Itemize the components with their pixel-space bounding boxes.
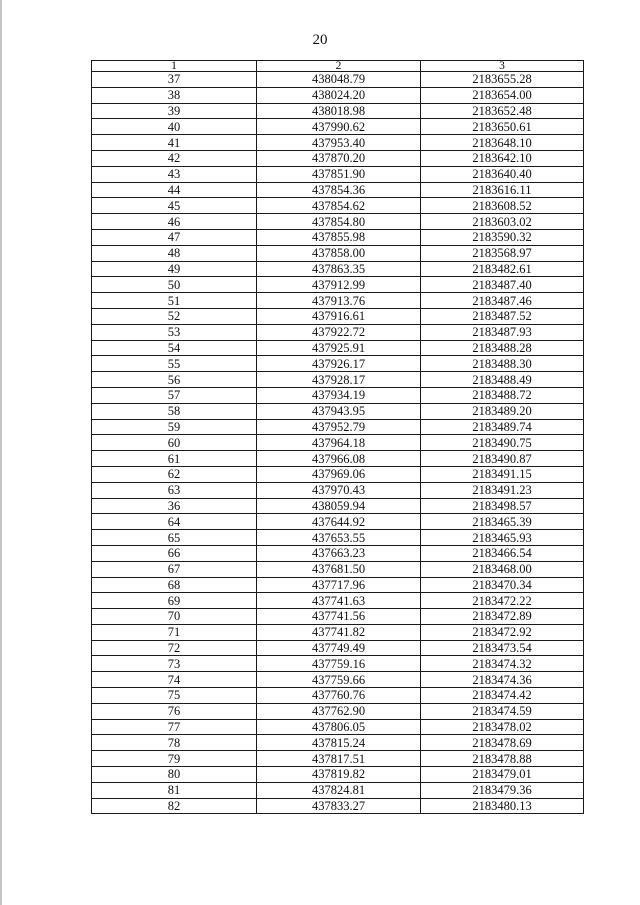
x-coordinate-cell: 437863.35 [257,261,421,277]
table-row [92,261,584,277]
y-coordinate-cell: 2183478.02 [421,719,584,735]
x-coordinate-cell: 437970.43 [257,482,421,498]
point-number-cell: 81 [92,782,257,798]
table-row [92,609,584,625]
point-number-cell: 52 [92,308,257,324]
table-row [92,719,584,735]
y-coordinate-cell: 2183474.42 [421,688,584,704]
y-coordinate-cell: 2183474.36 [421,672,584,688]
table-row [92,514,584,530]
y-coordinate-cell: 2183490.87 [421,451,584,467]
table-row [92,798,584,814]
table-row [92,545,584,561]
point-number-cell: 76 [92,703,257,719]
x-coordinate-cell: 437819.82 [257,767,421,783]
table-row [92,782,584,798]
table-row [92,466,584,482]
table-row [92,530,584,546]
table-row [92,245,584,261]
point-number-cell: 71 [92,624,257,640]
x-coordinate-cell: 437913.76 [257,293,421,309]
point-number-cell: 82 [92,798,257,814]
header-cell-2: 2 [257,61,421,72]
point-number-cell: 72 [92,640,257,656]
table-row [92,593,584,609]
point-number-cell: 74 [92,672,257,688]
x-coordinate-cell: 438048.79 [257,72,421,88]
table-row [92,150,584,166]
page-number: 20 [312,32,328,48]
x-coordinate-cell: 437759.16 [257,656,421,672]
x-coordinate-cell: 437653.55 [257,530,421,546]
point-number-cell: 44 [92,182,257,198]
x-coordinate-cell: 437854.36 [257,182,421,198]
y-coordinate-cell: 2183603.02 [421,214,584,230]
x-coordinate-cell: 438059.94 [257,498,421,514]
scan-edge-mark [0,0,2,905]
y-coordinate-cell: 2183478.69 [421,735,584,751]
x-coordinate-cell: 437990.62 [257,119,421,135]
table-row [92,703,584,719]
x-coordinate-cell: 437928.17 [257,372,421,388]
y-coordinate-cell: 2183466.54 [421,545,584,561]
x-coordinate-cell: 438024.20 [257,87,421,103]
table-row [92,387,584,403]
y-coordinate-cell: 2183487.46 [421,293,584,309]
y-coordinate-cell: 2183479.36 [421,782,584,798]
table-row [92,372,584,388]
table-row [92,735,584,751]
point-number-cell: 54 [92,340,257,356]
y-coordinate-cell: 2183465.39 [421,514,584,530]
y-coordinate-cell: 2183491.15 [421,466,584,482]
y-coordinate-cell: 2183488.72 [421,387,584,403]
table-row [92,135,584,151]
x-coordinate-cell: 437741.82 [257,624,421,640]
point-number-cell: 53 [92,324,257,340]
point-number-cell: 55 [92,356,257,372]
table-row [92,482,584,498]
y-coordinate-cell: 2183590.32 [421,229,584,245]
x-coordinate-cell: 437926.17 [257,356,421,372]
table-row [92,640,584,656]
x-coordinate-cell: 437749.49 [257,640,421,656]
x-coordinate-cell: 437854.62 [257,198,421,214]
point-number-cell: 75 [92,688,257,704]
x-coordinate-cell: 437870.20 [257,150,421,166]
x-coordinate-cell: 437855.98 [257,229,421,245]
y-coordinate-cell: 2183470.34 [421,577,584,593]
point-number-cell: 79 [92,751,257,767]
table-row [92,688,584,704]
y-coordinate-cell: 2183489.20 [421,403,584,419]
y-coordinate-cell: 2183473.54 [421,640,584,656]
table-row [92,103,584,119]
y-coordinate-cell: 2183479.01 [421,767,584,783]
point-number-cell: 77 [92,719,257,735]
point-number-cell: 60 [92,435,257,451]
point-number-cell: 65 [92,530,257,546]
table-row [92,498,584,514]
x-coordinate-cell: 437916.61 [257,308,421,324]
x-coordinate-cell: 437762.90 [257,703,421,719]
x-coordinate-cell: 437663.23 [257,545,421,561]
table-row [92,656,584,672]
table-row [92,340,584,356]
point-number-cell: 58 [92,403,257,419]
point-number-cell: 80 [92,767,257,783]
y-coordinate-cell: 2183650.61 [421,119,584,135]
header-row [92,61,584,72]
y-coordinate-cell: 2183472.92 [421,624,584,640]
point-number-cell: 78 [92,735,257,751]
point-number-cell: 59 [92,419,257,435]
header-cell-1: 1 [92,61,257,72]
y-coordinate-cell: 2183491.23 [421,482,584,498]
table-row [92,198,584,214]
table-row [92,356,584,372]
point-number-cell: 47 [92,229,257,245]
table-row [92,403,584,419]
x-coordinate-cell: 437925.91 [257,340,421,356]
x-coordinate-cell: 437858.00 [257,245,421,261]
point-number-cell: 66 [92,545,257,561]
x-coordinate-cell: 437741.56 [257,609,421,625]
x-coordinate-cell: 437644.92 [257,514,421,530]
x-coordinate-cell: 437741.63 [257,593,421,609]
y-coordinate-cell: 2183480.13 [421,798,584,814]
table-row [92,166,584,182]
y-coordinate-cell: 2183487.40 [421,277,584,293]
table-row [92,87,584,103]
x-coordinate-cell: 437815.24 [257,735,421,751]
table-row [92,324,584,340]
y-coordinate-cell: 2183498.57 [421,498,584,514]
y-coordinate-cell: 2183640.40 [421,166,584,182]
point-number-cell: 56 [92,372,257,388]
point-number-cell: 67 [92,561,257,577]
table-row [92,119,584,135]
x-coordinate-cell: 437934.19 [257,387,421,403]
y-coordinate-cell: 2183472.22 [421,593,584,609]
table-row [92,277,584,293]
x-coordinate-cell: 437717.96 [257,577,421,593]
x-coordinate-cell: 437681.50 [257,561,421,577]
y-coordinate-cell: 2183487.52 [421,308,584,324]
point-number-cell: 68 [92,577,257,593]
x-coordinate-cell: 437806.05 [257,719,421,735]
y-coordinate-cell: 2183465.93 [421,530,584,546]
table-row [92,293,584,309]
table-row [92,767,584,783]
point-number-cell: 62 [92,466,257,482]
y-coordinate-cell: 2183474.32 [421,656,584,672]
y-coordinate-cell: 2183616.11 [421,182,584,198]
x-coordinate-cell: 437760.76 [257,688,421,704]
point-number-cell: 51 [92,293,257,309]
table-row [92,624,584,640]
table-row [92,214,584,230]
point-number-cell: 48 [92,245,257,261]
y-coordinate-cell: 2183488.28 [421,340,584,356]
x-coordinate-cell: 437943.95 [257,403,421,419]
point-number-cell: 41 [92,135,257,151]
point-number-cell: 64 [92,514,257,530]
y-coordinate-cell: 2183488.30 [421,356,584,372]
y-coordinate-cell: 2183648.10 [421,135,584,151]
point-number-cell: 50 [92,277,257,293]
x-coordinate-cell: 437922.72 [257,324,421,340]
point-number-cell: 36 [92,498,257,514]
y-coordinate-cell: 2183652.48 [421,103,584,119]
x-coordinate-cell: 437824.81 [257,782,421,798]
point-number-cell: 49 [92,261,257,277]
point-number-cell: 42 [92,150,257,166]
table-header [92,61,584,72]
table-row [92,435,584,451]
table-row [92,561,584,577]
x-coordinate-cell: 438018.98 [257,103,421,119]
y-coordinate-cell: 2183482.61 [421,261,584,277]
x-coordinate-cell: 437964.18 [257,435,421,451]
point-number-cell: 69 [92,593,257,609]
y-coordinate-cell: 2183568.97 [421,245,584,261]
y-coordinate-cell: 2183474.59 [421,703,584,719]
table-row [92,577,584,593]
point-number-cell: 38 [92,87,257,103]
y-coordinate-cell: 2183472.89 [421,609,584,625]
y-coordinate-cell: 2183642.10 [421,150,584,166]
table-row [92,751,584,767]
table-row [92,72,584,88]
y-coordinate-cell: 2183654.00 [421,87,584,103]
point-number-cell: 39 [92,103,257,119]
x-coordinate-cell: 437759.66 [257,672,421,688]
point-number-cell: 63 [92,482,257,498]
x-coordinate-cell: 437952.79 [257,419,421,435]
y-coordinate-cell: 2183655.28 [421,72,584,88]
point-number-cell: 37 [92,72,257,88]
y-coordinate-cell: 2183490.75 [421,435,584,451]
point-number-cell: 46 [92,214,257,230]
point-number-cell: 73 [92,656,257,672]
table-row [92,308,584,324]
y-coordinate-cell: 2183478.88 [421,751,584,767]
point-number-cell: 40 [92,119,257,135]
y-coordinate-cell: 2183487.93 [421,324,584,340]
table-row [92,419,584,435]
y-coordinate-cell: 2183608.52 [421,198,584,214]
x-coordinate-cell: 437833.27 [257,798,421,814]
x-coordinate-cell: 437817.51 [257,751,421,767]
coordinates-table [91,60,584,814]
table-body [92,72,584,814]
y-coordinate-cell: 2183489.74 [421,419,584,435]
x-coordinate-cell: 437966.08 [257,451,421,467]
table-row [92,451,584,467]
x-coordinate-cell: 437969.06 [257,466,421,482]
point-number-cell: 57 [92,387,257,403]
y-coordinate-cell: 2183488.49 [421,372,584,388]
y-coordinate-cell: 2183468.00 [421,561,584,577]
point-number-cell: 45 [92,198,257,214]
point-number-cell: 61 [92,451,257,467]
x-coordinate-cell: 437912.99 [257,277,421,293]
point-number-cell: 43 [92,166,257,182]
table-row [92,672,584,688]
x-coordinate-cell: 437953.40 [257,135,421,151]
point-number-cell: 70 [92,609,257,625]
table-row [92,182,584,198]
table-row [92,229,584,245]
x-coordinate-cell: 437851.90 [257,166,421,182]
x-coordinate-cell: 437854.80 [257,214,421,230]
header-cell-3: 3 [421,61,584,72]
